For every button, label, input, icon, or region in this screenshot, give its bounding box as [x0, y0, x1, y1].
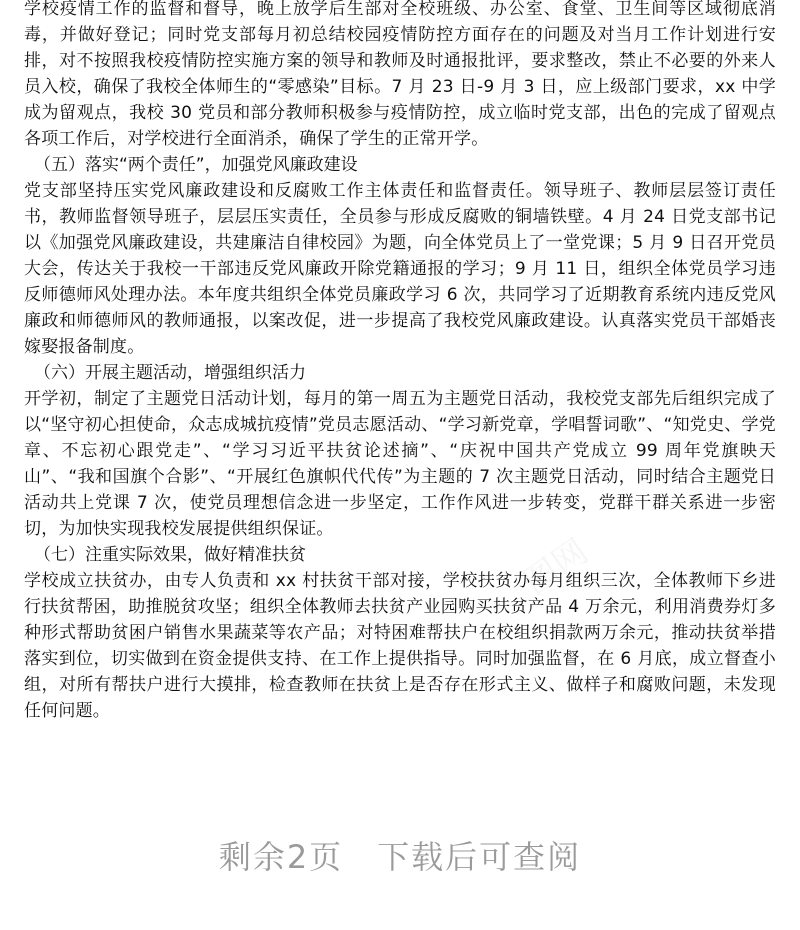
- paragraph-continued: 学校疫情工作的监督和督导，晚上放学后生部对全校班级、办公室、食堂、卫生间等区域彻底消毒，并做好登记；同时党支部每月初总结校园疫情防控方面存在的问题及对当月工作计划进行安排，对不按照我校疫情防控实施方案的领导和教师及时通报批评，要求整改，禁止不必要的外来人员入校，确保了我校全体师生的“零感染”目标。7 月 23 日-9 月 3 日，应上级部门要求，xx 中学成为留观点，我校 30 党员和部分教师积极参与疫情防控，成立临时党支部，出色的完成了留观点各项工作后，对学校进行全面消杀，确保了学生的正常开学。: [24, 0, 776, 149]
- document-body: [24, 0, 776, 724]
- section-heading-7: （七）注重实际效果，做好精准扶贫: [34, 545, 306, 565]
- section-body-7: 学校成立扶贫办，由专人负责和 xx 村扶贫干部对接，学校扶贫办每月组织三次，全体教师下乡进行扶贫帮困，助推脱贫攻坚；组织全体教师去扶贫产业园购买扶贫产品 4 万余元，利用消费券灯多种形式帮助贫困户销售水果蔬菜等农产品；对特困难帮扶户在校组织捐款两万余元，推动扶贫举措落实到位，切实做到在资金提供支持、在工作上提供指导。同时加强监督，在 6 月底，成立督查小组，对所有帮扶户进行大摸排，检查教师在扶贫上是否存在形式主义、做样子和腐败问题，未发现任何问题。: [24, 571, 776, 721]
- remaining-pages-notice: 剩余2页 下载后可查阅: [218, 838, 582, 876]
- section-body-6: 开学初，制定了主题党日活动计划，每月的第一周五为主题党日活动，我校党支部先后组织完成了以“坚守初心担使命，众志成城抗疫情”党员志愿活动、“学习新党章，学唱誓词歌”、“知党史、学党章、不忘初心跟党走”、“学习习近平扶贫论述摘”、“庆祝中国共产党成立 99 周年党旗映天山”、“我和国旗个合影”、“开展红色旗帜代代传”为主题的 7 次主题党日活动，同时结合主题党日活动共上党课 7 次，使党员理想信念进一步坚定，工作作风进一步转变，党群干群关系进一步密切，为加快实现我校发展提供组织保证。: [24, 389, 776, 539]
- section-body-5: 党支部坚持压实党风廉政建设和反腐败工作主体责任和监督责任。领导班子、教师层层签订责任书，教师监督领导班子，层层压实责任，全员参与形成反腐败的铜墙铁壁。4 月 24 日党支部书记以《加强党风廉政建设，共建廉洁自律校园》为题，向全体党员上了一堂党课；5 月 9 日召开党员大会，传达关于我校一干部违反党风廉政开除党籍通报的学习；9 月 11 日，组织全体党员学习违反师德师风处理办法。本年度共组织全体党员廉政学习 6 次，共同学习了近期教育系统内违反党风廉政和师德师风的教师通报，以案改促，进一步提高了我校党风廉政建设。认真落实党员干部婚丧嫁娶报备制度。: [24, 181, 776, 357]
- section-heading-5: （五）落实“两个责任”，加强党风廉政建设: [34, 155, 358, 175]
- section-heading-6: （六）开展主题活动，增强组织活力: [34, 363, 306, 383]
- watermark: 图网: [516, 531, 596, 604]
